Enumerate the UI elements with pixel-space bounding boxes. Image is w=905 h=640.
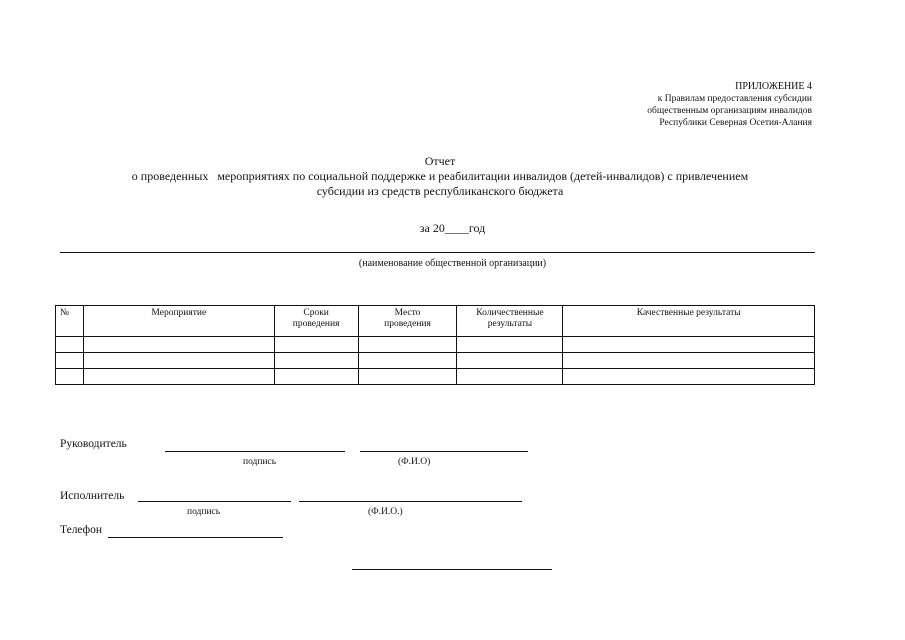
- table-row: [56, 369, 815, 385]
- table-cell[interactable]: [563, 369, 815, 385]
- header-qualitative: Качественные результаты: [563, 306, 815, 337]
- table-row: [56, 353, 815, 369]
- executor-name-caption: (Ф.И.О.): [368, 507, 403, 517]
- annex-line-2: общественным организациям инвалидов: [647, 106, 812, 116]
- organization-caption: (наименование общественной организации): [358, 258, 547, 269]
- phone-line[interactable]: [108, 537, 283, 538]
- table-cell[interactable]: [563, 337, 815, 353]
- table-cell[interactable]: [56, 337, 84, 353]
- table-cell[interactable]: [563, 353, 815, 369]
- report-title: Отчет: [424, 154, 456, 168]
- head-label: Руководитель: [60, 438, 127, 450]
- executor-label: Исполнитель: [60, 490, 125, 502]
- head-signature-caption: подпись: [243, 457, 277, 467]
- table-cell[interactable]: [457, 353, 563, 369]
- table-cell[interactable]: [83, 353, 274, 369]
- table-cell[interactable]: [83, 369, 274, 385]
- header-quantitative: Количественные результаты: [457, 306, 563, 337]
- header-event: Мероприятие: [83, 306, 274, 337]
- report-table: [55, 305, 815, 385]
- table-cell[interactable]: [56, 369, 84, 385]
- table-cell[interactable]: [358, 337, 457, 353]
- phone-label: Телефон: [60, 524, 103, 536]
- table-cell[interactable]: [358, 369, 457, 385]
- table-cell[interactable]: [457, 337, 563, 353]
- table-cell[interactable]: [274, 353, 358, 369]
- table-cell[interactable]: [274, 337, 358, 353]
- organization-name-line[interactable]: [60, 252, 815, 253]
- executor-signature-line[interactable]: [138, 501, 291, 502]
- table-cell[interactable]: [274, 369, 358, 385]
- header-place: Место проведения: [358, 306, 457, 337]
- annex-heading: ПРИЛОЖЕНИЕ 4: [735, 81, 812, 92]
- table-cell[interactable]: [56, 353, 84, 369]
- table-cell[interactable]: [457, 369, 563, 385]
- header-dates: Сроки проведения: [274, 306, 358, 337]
- bottom-line: [352, 569, 552, 570]
- header-number: №: [56, 306, 84, 337]
- table-cell[interactable]: [83, 337, 274, 353]
- report-title-block: [60, 154, 820, 199]
- annex-header: [647, 81, 812, 129]
- table-cell[interactable]: [358, 353, 457, 369]
- annex-line-1: к Правилам предоставления субсидии: [657, 94, 812, 104]
- executor-name-line[interactable]: [299, 501, 522, 502]
- head-name-line[interactable]: [360, 451, 528, 452]
- report-subtitle-line-1: о проведенных мероприятиях по социальной поддержке и реабилитации инвалидов (детей-инвалидов) с привлечением: [131, 169, 749, 183]
- executor-signature-caption: подпись: [187, 507, 221, 517]
- report-period: за 20____год: [419, 221, 486, 235]
- table-header-row: [56, 306, 815, 337]
- report-subtitle-line-2: субсидии из средств республиканского бюджета: [316, 184, 564, 198]
- head-name-caption: (Ф.И.О): [398, 457, 431, 467]
- head-signature-line[interactable]: [165, 451, 345, 452]
- annex-line-3: Республики Северная Осетия-Алания: [659, 118, 812, 128]
- table-row: [56, 337, 815, 353]
